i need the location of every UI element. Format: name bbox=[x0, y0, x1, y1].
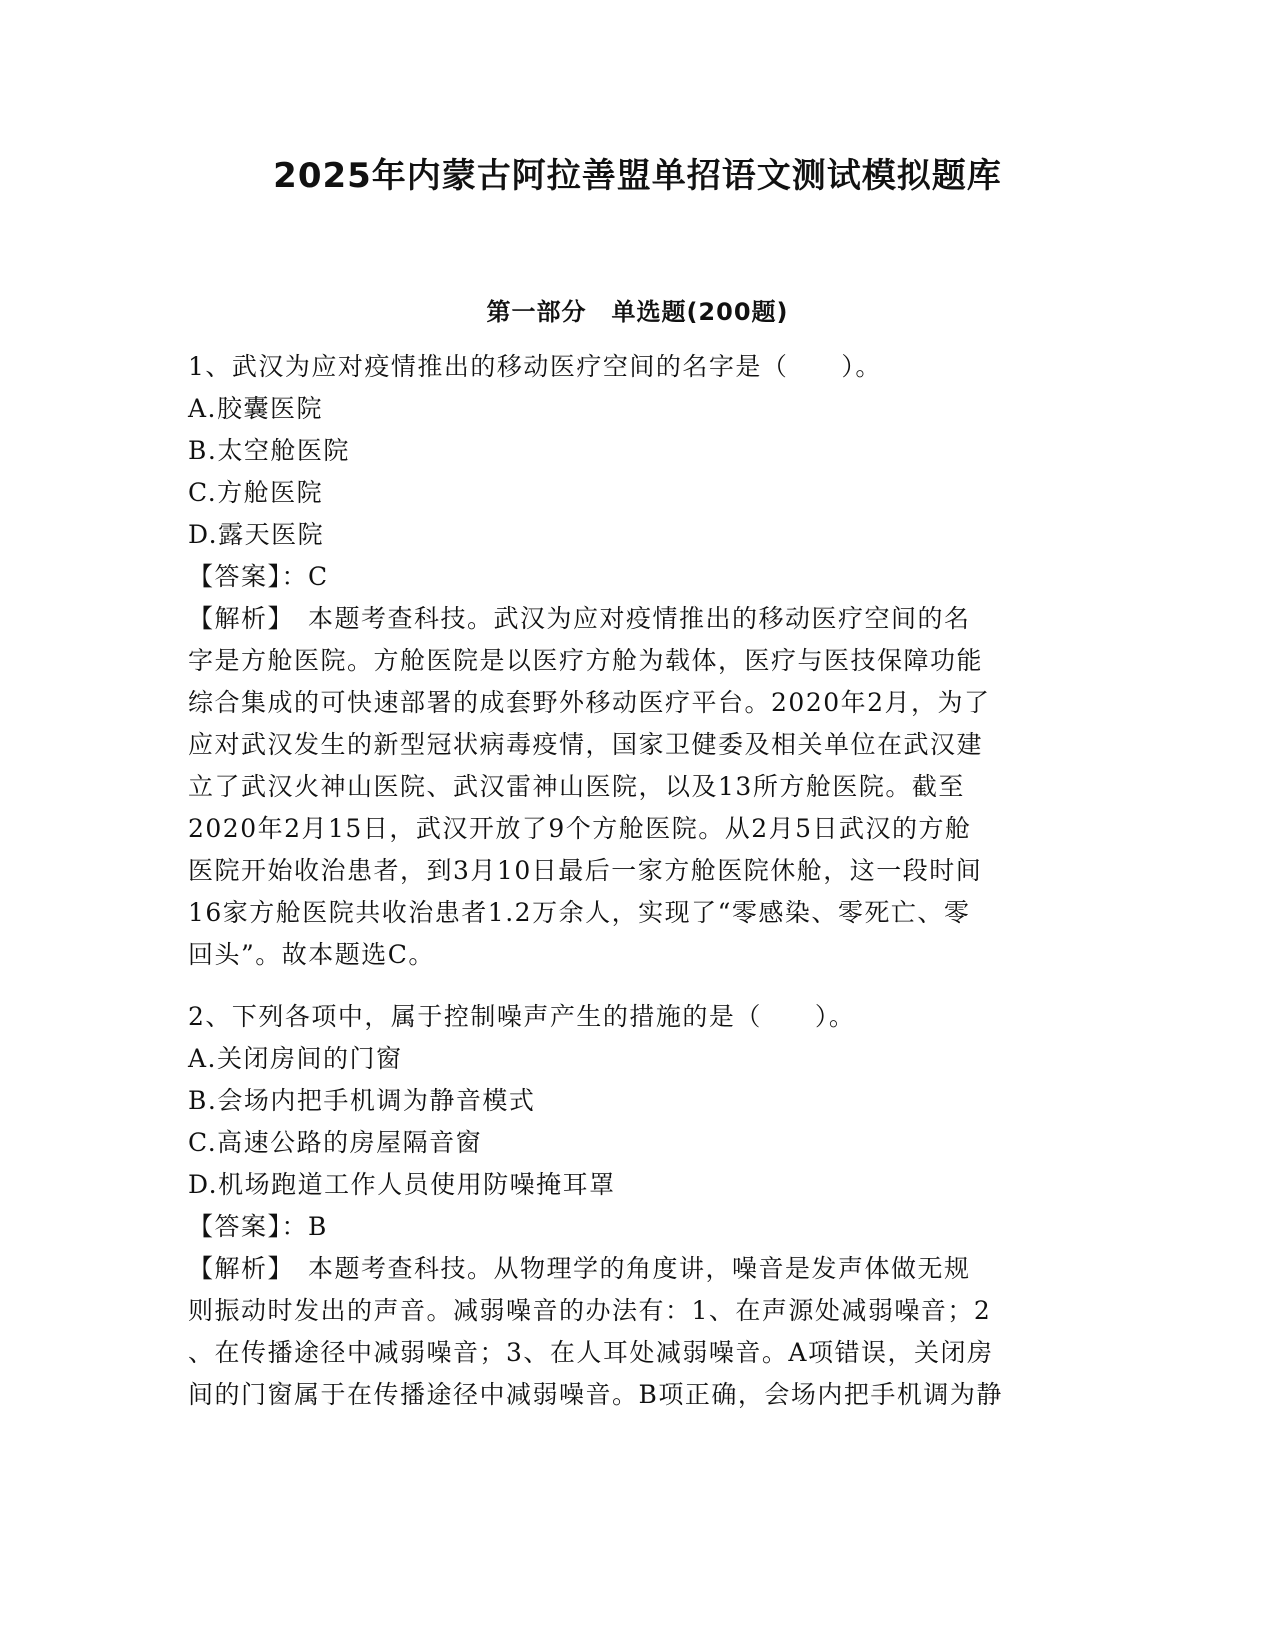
analysis-line: 、在传播途径中减弱噪音；3、在人耳处减弱噪音。A项错误，关闭房 bbox=[188, 1338, 994, 1367]
question-2 bbox=[188, 996, 1078, 1416]
option-c: C.高速公路的房屋隔音窗 bbox=[188, 1128, 483, 1157]
question-1 bbox=[188, 346, 1078, 976]
analysis-block bbox=[188, 598, 1078, 976]
analysis-block bbox=[188, 1248, 1078, 1416]
section-title: 第一部分 单选题(200题) bbox=[486, 298, 789, 326]
analysis-line: 立了武汉火神山医院、武汉雷神山医院，以及13所方舱医院。截至 bbox=[188, 772, 965, 801]
analysis-line: 【解析】 本题考查科技。武汉为应对疫情推出的移动医疗空间的名 bbox=[188, 604, 971, 633]
document-title: 2025年内蒙古阿拉善盟单招语文测试模拟题库 bbox=[273, 156, 1002, 196]
question-list bbox=[188, 346, 1078, 1416]
analysis-line: 回头”。故本题选C。 bbox=[188, 940, 435, 969]
analysis-line: 综合集成的可快速部署的成套野外移动医疗平台。2020年2月，为了 bbox=[188, 688, 991, 717]
option-d: D.露天医院 bbox=[188, 520, 325, 549]
option-b: B.会场内把手机调为静音模式 bbox=[188, 1086, 536, 1115]
answer-line: 【答案】：C bbox=[188, 562, 329, 591]
answer-line: 【答案】：B bbox=[188, 1212, 328, 1241]
analysis-line: 间的门窗属于在传播途径中减弱噪音。B项正确，会场内把手机调为静 bbox=[188, 1380, 1003, 1409]
analysis-line: 字是方舱医院。方舱医院是以医疗方舱为载体，医疗与医技保障功能 bbox=[188, 646, 984, 675]
analysis-line: 2020年2月15日，武汉开放了9个方舱医院。从2月5日武汉的方舱 bbox=[188, 814, 972, 843]
option-a: A.胶囊医院 bbox=[188, 394, 324, 423]
question-spacer bbox=[188, 976, 1078, 996]
option-c: C.方舱医院 bbox=[188, 478, 324, 507]
option-a: A.关闭房间的门窗 bbox=[188, 1044, 403, 1073]
analysis-line: 则振动时发出的声音。减弱噪音的办法有：1、在声源处减弱噪音；2 bbox=[188, 1296, 992, 1325]
question-stem: 2、下列各项中，属于控制噪声产生的措施的是（ ）。 bbox=[188, 1002, 856, 1031]
analysis-line: 医院开始收治患者，到3月10日最后一家方舱医院休舱，这一段时间 bbox=[188, 856, 983, 885]
question-stem: 1、武汉为应对疫情推出的移动医疗空间的名字是（ ）。 bbox=[188, 352, 882, 381]
option-d: D.机场跑道工作人员使用防噪掩耳罩 bbox=[188, 1170, 616, 1199]
analysis-line: 16家方舱医院共收治患者1.2万余人，实现了“零感染、零死亡、零 bbox=[188, 898, 971, 927]
analysis-line: 应对武汉发生的新型冠状病毒疫情，国家卫健委及相关单位在武汉建 bbox=[188, 730, 984, 759]
analysis-line: 【解析】 本题考查科技。从物理学的角度讲，噪音是发声体做无规 bbox=[188, 1254, 971, 1283]
option-b: B.太空舱医院 bbox=[188, 436, 350, 465]
